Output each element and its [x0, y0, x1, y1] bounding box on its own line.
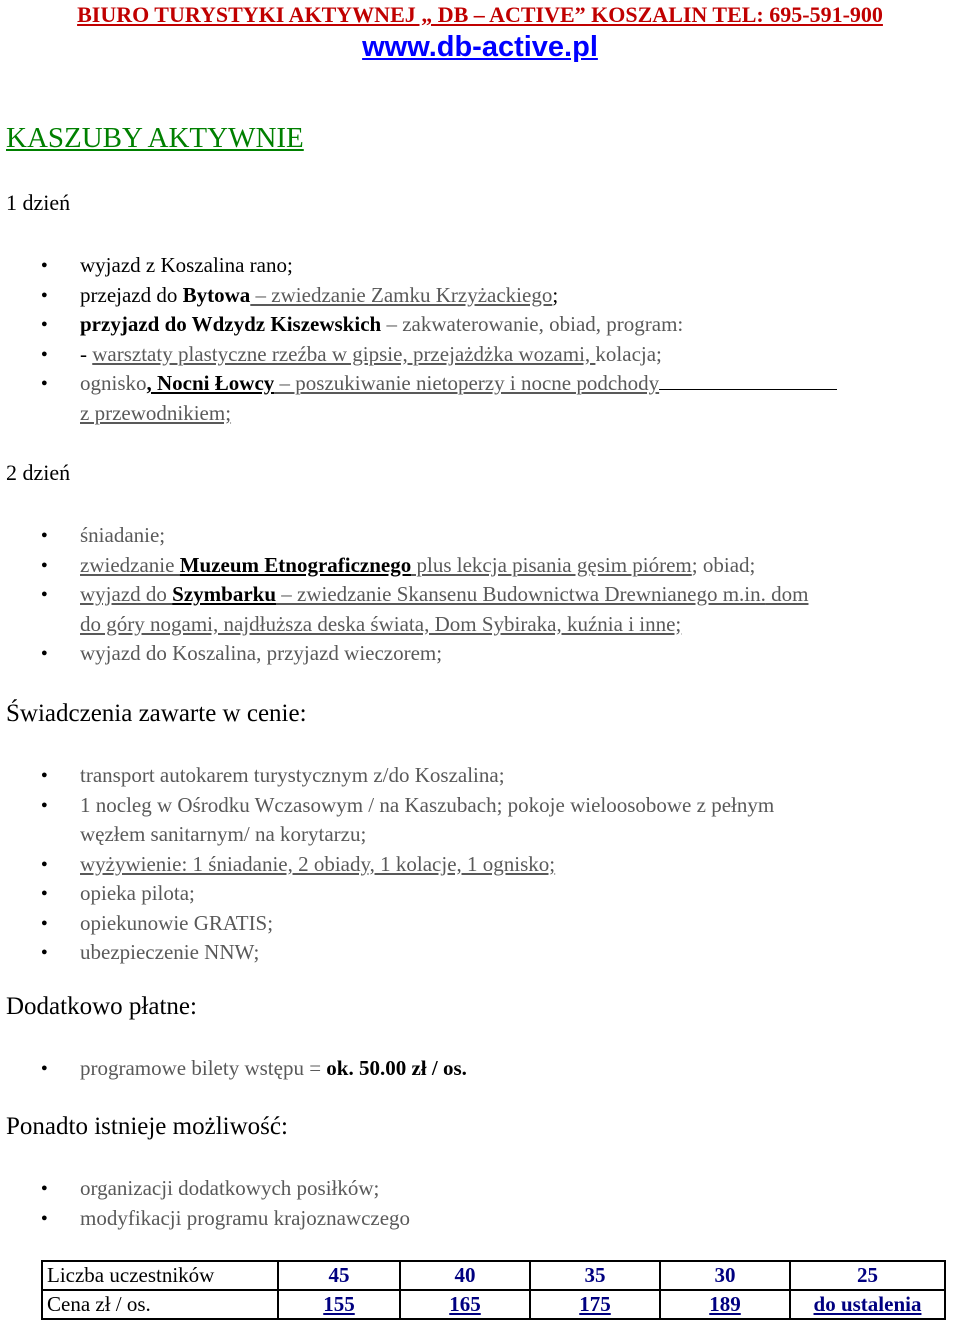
list-item: [0, 310, 955, 340]
table-cell: 30: [660, 1261, 790, 1290]
table-cell: 25: [790, 1261, 945, 1290]
list-item-continuation: [0, 399, 955, 429]
item-bold: Bytowa: [182, 282, 251, 307]
item-underlined: wyżywienie: 1 śniadanie, 2 obiady, 1 kolacje, 1 ognisko;: [80, 851, 556, 876]
item-text: ognisko: [80, 371, 147, 395]
item-underlined: do góry nogami, najdłuższa deska świata, Dom Sybiraka, kuźnia i inne;: [80, 611, 682, 636]
agency-header: BIURO TURYSTYKI AKTYWNEJ „ DB – ACTIVE” KOSZALIN TEL: 695-591-900: [77, 2, 883, 27]
item-text: 1 nocleg w Ośrodku Wczasowym / na Kaszubach; pokoje wieloosobowe z pełnym: [80, 792, 775, 817]
included-list: [0, 761, 955, 968]
list-item-continuation: [0, 820, 955, 850]
list-item: [0, 850, 955, 880]
also-list: [0, 1174, 955, 1233]
table-cell: 189: [660, 1290, 790, 1319]
list-item: [0, 580, 955, 610]
list-item: [0, 369, 955, 399]
item-text: kolacja;: [595, 341, 662, 366]
item-text: programowe bilety wstępu =: [80, 1056, 327, 1080]
list-item: [0, 1204, 955, 1234]
table-cell: 45: [278, 1261, 400, 1290]
extra-heading: Dodatkowo płatne:: [6, 993, 197, 1020]
table-cell: 40: [400, 1261, 530, 1290]
item-underlined: plus lekcja pisania gęsim piórem: [411, 552, 692, 577]
list-item: [0, 281, 955, 311]
item-text: opieka pilota;: [80, 881, 195, 905]
list-item: [0, 909, 955, 939]
table-row: [42, 1261, 945, 1290]
table-cell: 175: [530, 1290, 660, 1319]
item-text: śniadanie;: [80, 523, 166, 547]
day1-list: [0, 251, 955, 428]
price-table: [41, 1260, 946, 1320]
page-title: KASZUBY AKTYWNIE: [6, 122, 304, 154]
item-text: ubezpieczenie NNW;: [80, 940, 260, 964]
list-item-continuation: [0, 610, 955, 640]
table-cell: 155: [278, 1290, 400, 1319]
item-bold: Muzeum Etnograficznego: [179, 552, 412, 577]
item-text: ; obiad;: [691, 552, 756, 577]
item-underlined: zwiedzanie: [80, 552, 180, 577]
item-text: modyfikacji programu krajoznawczego: [80, 1205, 411, 1230]
also-heading: Ponadto istnieje możliwość:: [6, 1113, 288, 1140]
list-item: [0, 1174, 955, 1204]
item-text: organizacji dodatkowych posiłków;: [80, 1176, 380, 1200]
item-underlined: – poszukiwanie nietoperzy i nocne podchody: [274, 371, 660, 395]
item-underlined: – zwiedzanie Zamku Krzyżackiego: [250, 282, 553, 307]
list-item: [0, 1054, 955, 1084]
item-underlined: dom: [765, 582, 809, 606]
item-bold: ok. 50.00 zł / os.: [326, 1056, 467, 1080]
item-text: opiekunowie GRATIS;: [80, 910, 274, 935]
day2-list: [0, 521, 955, 669]
list-item: [0, 551, 955, 581]
underline-fill: [659, 389, 837, 390]
item-text: -: [80, 341, 93, 366]
website-link[interactable]: www.db-active.pl: [362, 31, 598, 63]
day2-heading: 2 dzień: [6, 460, 71, 485]
list-item: [0, 879, 955, 909]
item-text: węzłem sanitarnym/ na korytarzu;: [80, 822, 367, 846]
table-cell: do ustalenia: [790, 1290, 945, 1319]
item-bold: przyjazd do Wdzydz Kiszewskich: [80, 312, 382, 336]
table-cell: 165: [400, 1290, 530, 1319]
item-bold: , Nocni Łowcy: [146, 371, 275, 395]
table-cell: 35: [530, 1261, 660, 1290]
list-item: [0, 639, 955, 669]
item-text: wyjazd do Koszalina, przyjazd wieczorem;: [80, 641, 443, 665]
item-underlined: warsztaty plastyczne rzeźba w gipsie, przejażdżka wozami,: [92, 341, 596, 366]
included-heading: Świadczenia zawarte w cenie:: [6, 700, 307, 727]
item-text: wyjazd z Koszalina rano;: [80, 253, 293, 277]
list-item: [0, 521, 955, 551]
item-underlined: z przewodnikiem;: [80, 400, 232, 425]
table-row: [42, 1290, 945, 1319]
table-cell: Cena zł / os.: [42, 1290, 278, 1319]
item-text: ;: [552, 282, 559, 307]
item-underlined: wyjazd do: [80, 582, 173, 606]
item-text: przejazd do: [80, 282, 183, 307]
item-bold: Szymbarku: [172, 582, 277, 606]
item-text: – zakwaterowanie, obiad, program:: [381, 312, 684, 336]
list-item: [0, 791, 955, 821]
list-item: [0, 340, 955, 370]
extra-list: [0, 1054, 955, 1084]
list-item: [0, 251, 955, 281]
list-item: [0, 761, 955, 791]
day1-heading: 1 dzień: [6, 190, 71, 215]
item-underlined: – zwiedzanie Skansenu Budownictwa Drewnianego m.in.: [276, 582, 766, 606]
list-item: [0, 938, 955, 968]
table-cell: Liczba uczestników: [42, 1261, 278, 1290]
item-text: transport autokarem turystycznym z/do Koszalina;: [80, 763, 505, 787]
